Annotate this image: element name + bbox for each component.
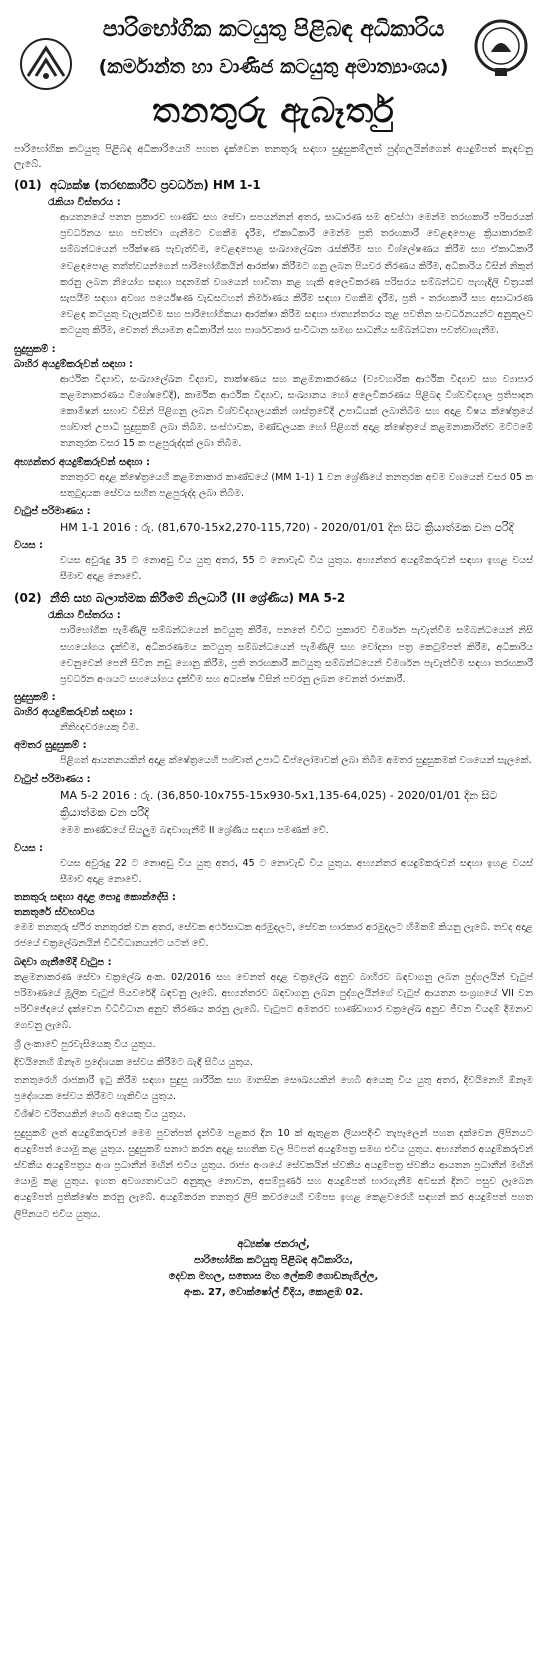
post-2-additional: පිළිගත් ආයතනයකින් අදාළ ක්ෂේත්‍රයෙහි පශ්චාත් උපාධි ඩිප්ලෝමාවක් ලබා තිබීම අමතර සුදුසුකමක් වශයෙන් සැලකේ. [60,755,532,767]
post-1-title: අධ්‍යක්ෂ (තරඟකාරීව ප්‍රවර්ධන) HM 1-1 [50,178,261,192]
post-1-quals-heading: සුදුසුකම් : [14,343,56,355]
ministry-name: (කර්මාන්ත හා වාණිජ කටයුතු අමාත්‍යාංශය) [98,56,449,78]
post-1-salary-heading: වැටුප් පරිමාණය : [14,506,91,518]
post-1-salary: HM 1-1 2016 : රු. (81,670-15x2,270-115,720) - 2020/01/01 දින සිට ක්‍රියාත්මක වන පරිදි [60,521,514,535]
nature-heading: තනතුරේ ස්වභාවය [14,907,95,919]
post-1-internal: තනතුරට අදාළ ක්ෂේත්‍රයෙහි කළමනාකාර කාණ්ඩයේ (MM 1-1) 1 වන ශ්‍රේණියේ තනතුරක අවම වශයෙන් වසර 05 ක සතුටුදායක සේවය සහිත පළපුරුද්ද ලබා තිබීම. [60,471,533,499]
post-1-duties: ආයතනයේ පනත ප්‍රකාරව භාණ්ඩ සහ සේවා සපයන්නන් අතර, සාධාරණ සම අවස්ථා මෙන්ම තරඟකාරී පරිසරයක් ප්‍රවර්ධනය සහ පවත්වා ගැනීමට වගකීම දැරීම, ඒකාධිකාරී මෙන්ම ප්‍රති තරඟකාරී වෙළඳපොළ ක්‍රියාකාරකම් සම්බන්ධයෙන් පරීක්ෂණ පැවැත්වීම, වෙළඳපොළ සංඛ්‍යාලේඛන රැස්කිරීම සහ විශ්ලේෂණය කිරීම සහ ඒකාධිකාරී වෙළඳපොළ තත්ත්වයන්ගෙන් පාරිභෝගිකයින් ආරක්ෂා කිරීමට ගනු ලබන පියවර තීරණය කිරීම, අධිකාරිය විසින් නිකුත් කරනු ලබන නියෝග සඳහා පදනමක් වශයෙන් භාවිතා කළ හැකි අලෙවිකරණ පරිසරය සම්බන්ධව පැහැදිලි චිත්‍රයක් සැපයීම සඳහා අවශ්‍ය පර්යේෂණ වැඩසටහන් නිර්මාණය කිරීම සඳහා වගකීම දැරීම, ප්‍රති - තරඟකාරී සහ අසාධාරණ වෙළඳ කටයුතු වැලැක්වීම සහ පාරිභෝගිකයා ආරක්ෂා කිරීම සඳහා ජාත්‍යන්තරය තුළ පවතින සංවර්ධනයන්ට අනුකූලව කටයුතු කිරීම, වෙනත් නියාමන අධිකාරීන් සහ පාර්ශවකාර සංවිධාන සමඟ සාධනීය සම්බන්ධතා පවත්වාගැනීම. [60,212,533,337]
post-2-heading [14,591,533,606]
post-1-duties-heading: රැකියා විස්තරය : [48,197,121,208]
post-2-duties: පාරිභෝගික පැමිණිලි සම්බන්ධයෙන් කටයුතු කිරීම, පනතේ විවිධ ප්‍රකාරව විමර්ශන පැවැත්වීම සම්බන්ධයෙන් නිසි සහයෝගය දැක්වීම, අධිකරණමය කටයුතු සම්බන්ධයෙන් පැමිණිලි සහ වෝදනා පත්‍ර කෙටුම්පත් කිරීම, අධිකාරිය වෙනුවෙන් පෙනී සිටින නඩු ගොනු කිරීම, ප්‍රති තරඟකාරී කටයුතු සම්බන්ධයෙන් විමර්ශන පැවැත්වීම සඳහා තරඟකාරී ප්‍රවර්ධන අංශයට සහයෝගය දැක්වීම සහ අධ්‍යක්ෂ විසින් පවරනු ලබන වෙනත් රාජකාරී. [60,625,533,686]
post-2-salary-heading: වැටුප් පරිමාණය : [14,773,91,785]
post-2-external: නීතිඥවරයෙකු වීම. [60,722,139,734]
application-instructions: සුදුසුකම් ලත් අයදුම්කරුවන් මෙම පුවත්පත් දැන්වීම පළකර දින 10 ක් ඇතුළත ලියාපදිංචි තැපෑලෙන් පහත දක්වෙන ලිපිනයට අයදුම්පත් යොමු කළ යුතුය. සුදුසුකම් සනාථ කරන අදාළ සහතික වල පිටපත් අයදුම්පත්‍ර සමඟ එවිය යුතුය. අභ්‍යන්තර අයදුම්කරුවන් ස්වකීය අයදුම්පත්‍රය අංශ ප්‍රධානීන් මඟින් එවිය යුතුය. රාජ්‍ය අංශයේ සේවකයින් ස්වකීය අයදුම්පත්‍ර ස්වකීය ආයතන ප්‍රධානීන් මඟින් යොමු කළ යුතුය. ඉහත අවශ්‍යතාවයට අනුකූල නොවන, අසම්පූර්ණ සහ අයදුම්පත් භාරගැනීම අවසන් දිනට පසුව ලැබෙන අයදුම්පත් ප්‍රතික්ෂේප කරනු ලැබේ. අයදුම්කරන තනතුර ලිපි කවරයෙහි වම්පස ඉහළ කෙළවරෙහි සඳහන් කර අයදුම්පත් පහත ලිපිනයට එවිය යුතුය. [14,1127,533,1220]
post-1-internal-heading: අභ්‍යන්තර අයදුම්කරුවන් සඳහා : [14,456,150,468]
condition-character: විශිෂ්ට චරිතයකින් හෙබි අයෙකු විය යුතුය. [14,1109,186,1121]
post-2-external-heading: බාහිර අයදුම්කරුවන් සඳහා : [14,707,134,719]
national-emblem-icon [473,18,529,80]
header [14,6,533,138]
recruit-text: කළමනාකරණ සේවා චක්‍රලේඛ අංක. 02/2016 සහ වෙනත් අදාළ චක්‍රලේඛ අනුව බාහිරව බඳවාගනු ලබන පුද්ගලයින් වැටුප් පරිමාණයේ මූලික වැටුප් පියවරේදී බඳවනු ලැබේ. අභ්‍යන්තරව බඳවාගනු ලබන පුද්ගලයින්ගේ වැටුප් ආයතන සංග්‍රහයේ VII වන පරිච්ඡේදයේ දැක්වෙන විධිවිධාන අනුව තීරණය කරනු ලැබේ. වැටුපට අමතරව භාණ්ඩාගාර චක්‍රලේඛ අනුව ජීවන වියදම් දීමනාව ගෙවනු ලැබේ. [14,971,533,1032]
caa-logo-icon [18,36,74,92]
nature-text: මෙම තනතුරු ස්ථිර තනතුරක් වන අතර, සේවක අර්ථසාධක අරමුදලට, සේවක භාරකාර අරමුදලට හිමිකම් කියනු ලැබේ. තවද අදාළ රජයේ චක්‍රලේඛනයින් විධිවිධානයන්ට යටත් වේ. [14,922,533,950]
intro-text: පාරිභෝගික කටයුතු පිළිබඳ අධිකාරියෙහි පහත දැක්වෙන තනතුරු සඳහා සුදුසුකම්ලත් පුද්ගලයින්ගෙන් අයදුම්පත් කැඳවනු ලැබේ. [14,144,533,170]
post-1-number: (01) [14,178,42,192]
post-2-age: වයස අවුරුදු 22 ට නොඅඩු විය යුතු අතර, 45 ට නොවැඩි විය යුතුය. අභ්‍යන්තර අයදුම්කරුවන් සඳහා ඉහළ වයස් සීමාව අදාළ නොවේ. [60,857,533,886]
post-2-duties-heading: රැකියා විස්තරය : [48,610,121,622]
condition-citizen: ශ්‍රී ලංකාවේ පුරවැසියෙකු විය යුතුය. [14,1038,156,1050]
post-2-title: නීති සහ බලාත්මක කිරීමේ නිලධාරී (II ශ්‍රේණිය) MA 5-2 [50,591,346,606]
signature-line-4: අංක. 27, වොක්ෂෝල් වීදිය, කොළඹ 02. [183,1286,364,1298]
signature-line-1: අධ්‍යක්ෂ ජනරාල්, [237,1238,310,1250]
recruit-heading: බඳවා ගැනීමේදී වැටුප : [14,956,112,968]
condition-serve-island: දිවයිනෙහි ඕනෑම ප්‍රදේශයක සේවය කිරීමට බැඳී සිටිය යුතුය. [14,1056,253,1068]
post-1-external-heading: බාහිර අයදුම්කරුවන් සඳහා : [14,358,134,370]
signature-block [14,1237,533,1301]
page-title: තනතුරු ඇබෑර්තු [152,91,395,131]
post-1-age: වයස අවුරුදු 35 ට නොඅඩු විය යුතු අතර, 55 ට නොවැඩි විය යුතුය. අභ්‍යන්තර අයදුම්කරුවන් සඳහා ඉහළ වයස් සීමාව අදාළ නොවේ. [60,555,533,583]
condition-health: තනතුරෙහි රාජකාරී ඉටු කිරීම සඳහා සුදුසු ශාරීරික සහ මානසික සෞඛ්‍යයකින් හෙබි අයෙකු විය යුතු අතර, දිවයිනෙහි ඕනෑම ප්‍රදේශයක සේවය කිරීමට හැකිවිය යුතුය. [14,1074,533,1103]
signature-line-3: දෙවන මහල, සතොස මහ ලේකම් ගොඩනැගිල්ල, [168,1270,379,1282]
post-1-age-heading: වයස : [14,540,44,552]
signature-line-2: පාරිභෝගික කටයුතු පිළිබඳ අධිකාරිය, [193,1254,354,1266]
post-2-additional-heading: අමතර සුදුසුකම් : [14,740,87,752]
post-2-quals-heading: සුදුසුකම් : [14,692,56,704]
post-2-salary-note: මෙම කාණ්ඩයේ සියලුම බඳවාගැනීම් II ශ්‍රේණිය සඳහා පමණක් වේ. [60,824,329,836]
post-2-number: (02) [14,591,42,606]
post-2-age-heading: වයස : [14,842,44,854]
org-name: පාරිභෝගික කටයුතු පිළිබඳ අධිකාරිය [102,17,445,42]
post-1-external: ආර්ථික විද්‍යාව, සංඛ්‍යාලේඛන විද්‍යාව, තාක්ෂණය සහ කළමනාකරණය (ව්‍යවහාරික ආර්ථික විද්‍යාව සහ ව්‍යාපාර කළමනාකරණය විශේෂවේදී), කාර්මික ආර්ථික විද්‍යාව, සංඛ්‍යානය හෝ අලෙවිකරණය පිළිබඳ විශ්වවිද්‍යාල ප්‍රතිපාදන කොමිෂන් සභාව විසින් පිළිගනු ලබන විශ්වවිද්‍යාලයකින් ශාස්ත්‍රවේදී උපාධියක් ලබාතිබීම සහ අදාළ විෂය ක්ෂේත්‍රයේ පශ්චාත් උපාධි සුදුසුකම් ලබා තිබීම. සංස්ථාවක, මණ්ඩලයක හෝ පිළිගත් අදාළ ක්ෂේත්‍රයේ කළමනාකාරිත්ව මට්ටමේ තනතුරක වසර 15 ක පළපුරුද්දක් ලබා තිබීම. [60,373,533,450]
post-1-heading [14,178,533,193]
post-2-salary: MA 5-2 2016 : රු. (36,850-10x755-15x930-5x1,135-64,025) - 2020/01/01 දින සිට ක්‍රියාත්මක වන පරිදි [60,788,498,819]
general-heading: තනතුරු සඳහා අදාළ පොදු කොන්දේසි : [14,892,176,904]
